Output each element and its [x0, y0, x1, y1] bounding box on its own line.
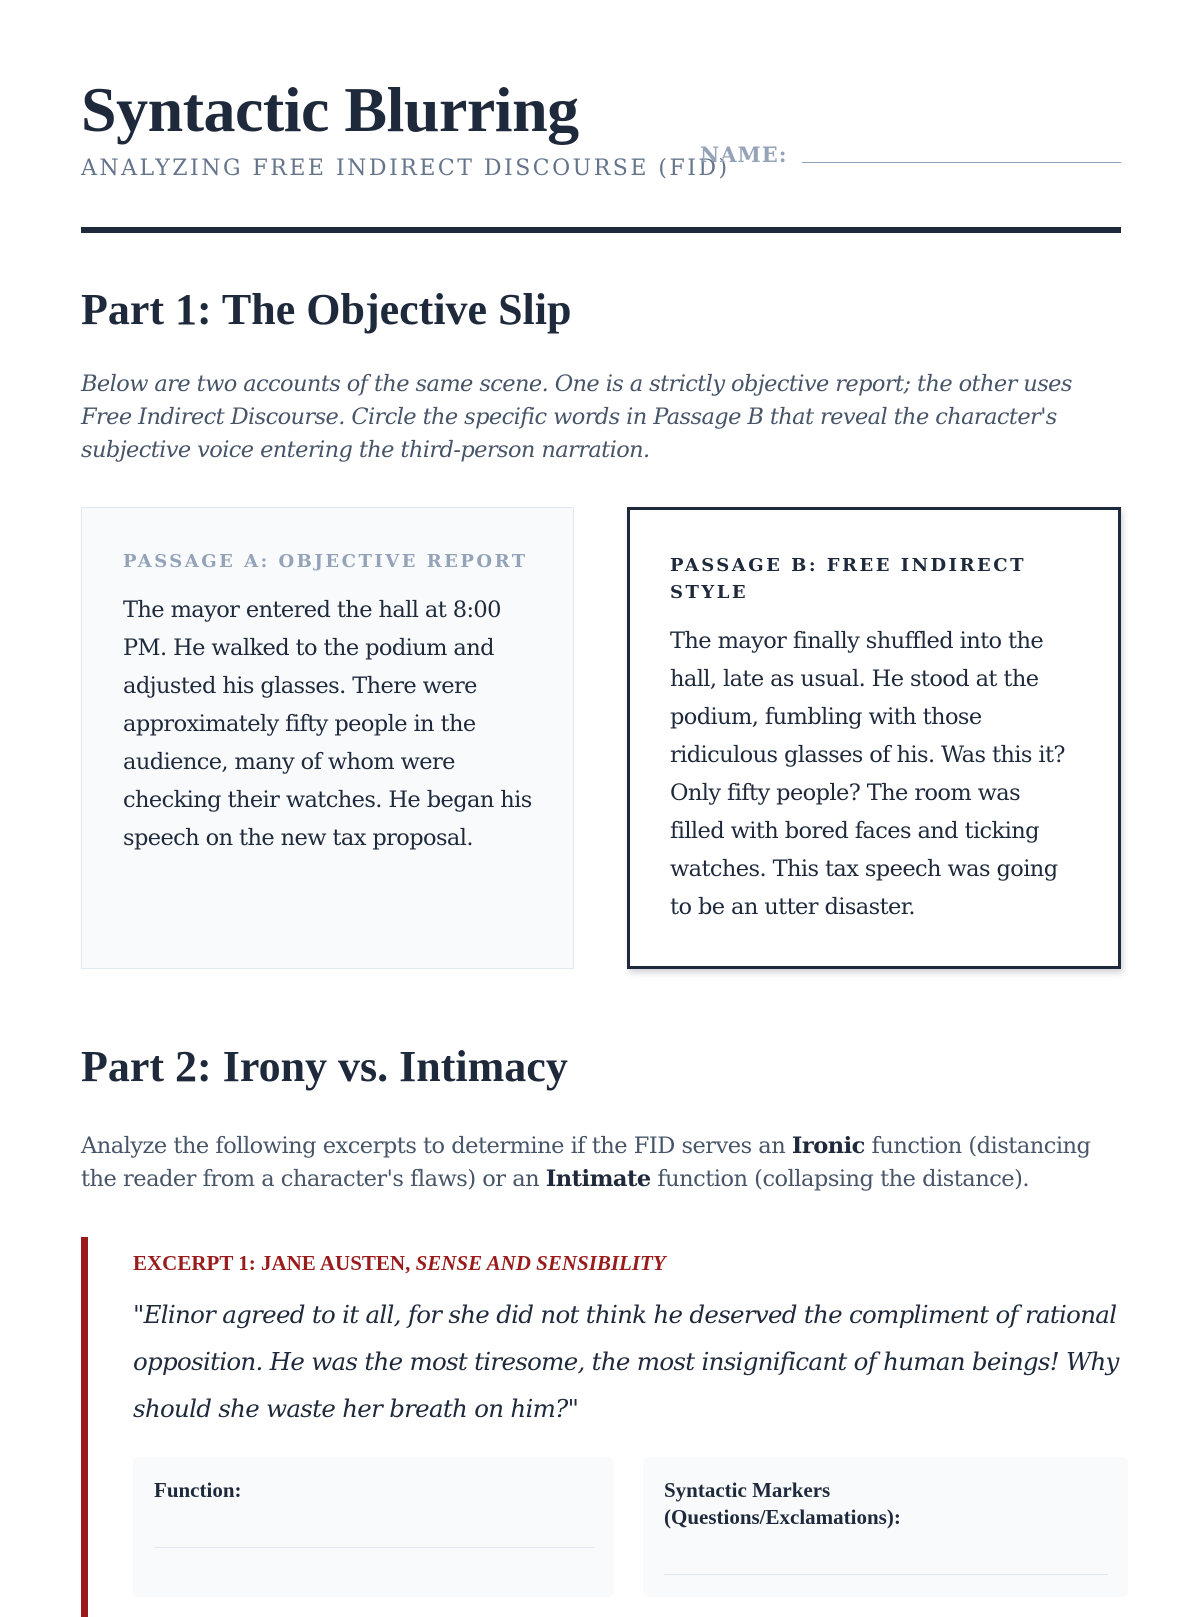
passage-b-label: PASSAGE B: FREE INDIRECT STYLE — [670, 555, 1026, 603]
markers-label: Syntactic Markers (Questions/Exclamations): — [664, 1478, 901, 1529]
passage-b-card — [627, 507, 1121, 969]
excerpt-1-label — [133, 1251, 666, 1276]
part1-title: Part 1: The Objective Slip — [81, 285, 572, 334]
passage-a-label: PASSAGE A: OBJECTIVE REPORT — [123, 551, 528, 572]
page-subtitle: ANALYZING FREE INDIRECT DISCOURSE (FID) — [81, 156, 730, 181]
function-answer-line[interactable] — [154, 1547, 594, 1548]
part2-instructions — [81, 1130, 1121, 1196]
page-title: Syntactic Blurring — [81, 74, 579, 145]
passage-a-card — [81, 507, 574, 969]
part1-instructions: Below are two accounts of the same scene. One is a strictly objective report; the other uses Free Indirect Discourse. Circle the specific words in Passage B that reveal the character's subjective voice entering the third-person narration. — [81, 371, 1072, 463]
excerpt-1-block — [81, 1237, 1128, 1617]
part2-title: Part 2: Irony vs. Intimacy — [81, 1042, 568, 1091]
header-divider — [81, 227, 1121, 233]
excerpt-1-work-title: SENSE AND SENSIBILITY — [415, 1251, 666, 1275]
part2-instructions-text-1: Analyze the following excerpts to determine if the FID serves an — [81, 1133, 792, 1159]
part2-instructions-text-2: function (distancing the reader from a character's flaws) or an — [81, 1133, 1091, 1192]
markers-answer-line[interactable] — [664, 1574, 1108, 1575]
name-field-line[interactable] — [802, 162, 1121, 163]
function-answer-box[interactable] — [133, 1457, 614, 1597]
passage-b-text[interactable]: The mayor finally shuffled into the hall, late as usual. He stood at the podium, fumbling with those ridiculous glasses of his. Was this it? Only fifty people? The room was filled with bored faces and ticking watches. This tax speech was going to be an utter disaster. — [670, 628, 1065, 920]
ironic-term: Ironic — [791, 1133, 865, 1159]
part2-instructions-text-3: function (collapsing the distance). — [650, 1166, 1030, 1192]
name-label: NAME: — [700, 142, 788, 167]
markers-answer-box[interactable] — [643, 1457, 1128, 1597]
excerpt-1-author: EXCERPT 1: JANE AUSTEN, — [133, 1251, 416, 1275]
passage-a-text: The mayor entered the hall at 8:00 PM. He walked to the podium and adjusted his glasses. There were approximately fifty people in the audience, many of whom were checking their watches. He began his speech on the new tax proposal. — [123, 597, 532, 851]
intimate-term: Intimate — [545, 1166, 651, 1192]
function-label: Function: — [154, 1478, 242, 1502]
excerpt-1-quote: "Elinor agreed to it all, for she did not think he deserved the compliment of rational opposition. He was the most tiresome, the most insignificant of human beings! Why should she waste her breath on him?" — [133, 1300, 1119, 1423]
